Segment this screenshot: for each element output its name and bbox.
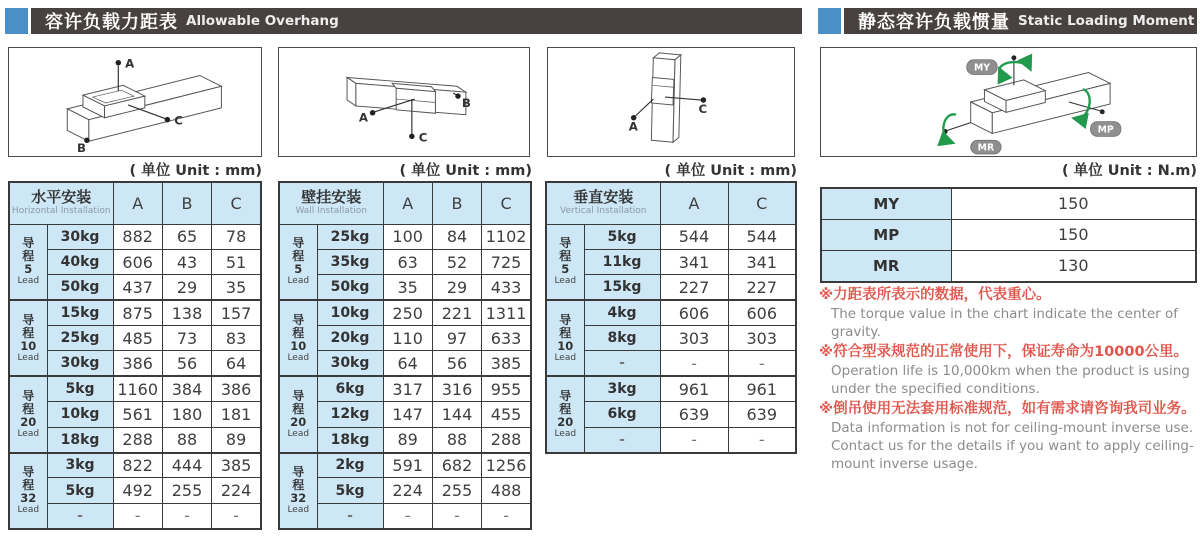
value-cell: 955 xyxy=(482,376,531,401)
lead-number: 20 xyxy=(557,414,574,429)
value-cell: 606 xyxy=(660,300,728,325)
diagram-static-loading-moment xyxy=(820,47,1197,157)
table-title-en: Wall Installation xyxy=(295,206,368,217)
table-row xyxy=(279,249,531,274)
table-title xyxy=(279,182,383,224)
point-c-label: C xyxy=(418,130,428,145)
badge-my: MY xyxy=(973,62,990,74)
lead-number: 10 xyxy=(290,338,307,353)
lead-en: Lead xyxy=(287,276,310,287)
table-row xyxy=(821,251,1196,282)
value-cell: 488 xyxy=(482,478,531,503)
load-cell: 5kg xyxy=(47,478,113,503)
point-b-label: B xyxy=(461,95,471,110)
value-cell: 492 xyxy=(113,478,162,503)
point-c-label: C xyxy=(698,101,708,116)
lead-zh-char: 程 xyxy=(22,249,35,264)
lead-zh-char: 导 xyxy=(22,388,35,403)
value-cell: - xyxy=(728,427,796,452)
horizontal-rail-drawing xyxy=(9,48,261,156)
lead-cell xyxy=(279,453,317,529)
lead-zh-char: 导 xyxy=(559,388,572,403)
lead-zh-char: 导 xyxy=(292,388,305,403)
table-title xyxy=(546,182,660,224)
value-cell: 56 xyxy=(162,351,211,376)
table-row xyxy=(9,351,261,376)
lead-zh-char: 程 xyxy=(22,325,35,340)
value-cell: 84 xyxy=(432,224,481,249)
lead-zh-char: 导 xyxy=(22,236,35,251)
vertical-installation-table xyxy=(545,181,797,454)
value-cell: 147 xyxy=(383,402,432,427)
value-cell: 73 xyxy=(162,326,211,351)
column-header: C xyxy=(482,182,531,224)
unit-label-nm: ( 单位 Unit : N.m) xyxy=(1062,163,1197,179)
lead-zh-char: 程 xyxy=(292,478,305,493)
header-accent-square xyxy=(818,8,841,34)
value-cell: 250 xyxy=(383,300,432,325)
lead-number: 5 xyxy=(294,262,303,277)
note-zh: ※倒吊使用无法套用标准规范，如有需求请咨询我司业务。 xyxy=(819,401,1196,417)
load-cell: 4kg xyxy=(584,300,660,325)
value-cell: 29 xyxy=(162,275,211,300)
table-row xyxy=(821,188,1196,219)
lead-zh-char: 程 xyxy=(292,249,305,264)
note-en: Data information is not for ceiling-mount inverse use. Contact us for the details if you want to apply ceiling-mount inverse usage. xyxy=(831,420,1194,472)
table-row xyxy=(546,249,796,274)
value-cell: 317 xyxy=(383,376,432,401)
point-c-label: C xyxy=(174,113,183,128)
value-cell: 64 xyxy=(383,351,432,376)
table-title-en: Horizontal Installation xyxy=(11,206,111,217)
table-row xyxy=(9,453,261,478)
lead-zh-char: 程 xyxy=(559,325,572,340)
table-row xyxy=(279,478,531,503)
lead-cell xyxy=(9,224,47,300)
header-title-zh: 容许负载力距表 xyxy=(45,12,178,33)
value-cell: 303 xyxy=(728,326,796,351)
value-cell: 88 xyxy=(162,427,211,452)
value-cell: 444 xyxy=(162,453,211,478)
load-cell: 15kg xyxy=(584,275,660,300)
value-cell: 65 xyxy=(162,224,211,249)
value-cell: 35 xyxy=(212,275,261,300)
lead-en: Lead xyxy=(17,352,40,363)
value-cell: 384 xyxy=(162,376,211,401)
load-cell: 6kg xyxy=(317,376,383,401)
value-cell: 255 xyxy=(162,478,211,503)
table-row xyxy=(279,224,531,249)
lead-zh-char: 导 xyxy=(559,236,572,251)
lead-number: 5 xyxy=(561,262,570,277)
lead-zh-char: 导 xyxy=(22,465,35,480)
table-row xyxy=(546,351,796,376)
value-cell: 882 xyxy=(113,224,162,249)
table-row xyxy=(279,453,531,478)
load-cell: 40kg xyxy=(47,249,113,274)
overhang-table xyxy=(8,181,262,530)
header-title-en: Static Loading Moment xyxy=(1018,13,1195,29)
value-cell: 639 xyxy=(660,402,728,427)
load-cell: 12kg xyxy=(317,402,383,427)
value-cell: 437 xyxy=(113,275,162,300)
overhang-table xyxy=(545,181,797,454)
table-row xyxy=(821,219,1196,250)
table-title-zh: 壁挂安装 xyxy=(301,188,362,207)
lead-number: 32 xyxy=(290,491,307,506)
point-b-label: B xyxy=(77,141,87,156)
table-row xyxy=(9,326,261,351)
value-cell: 385 xyxy=(212,453,261,478)
header-bar xyxy=(31,8,802,34)
lead-cell xyxy=(9,300,47,376)
moment-label-mp: MP xyxy=(821,219,951,250)
unit-label-mm: ( 单位 Unit : mm) xyxy=(399,163,532,179)
value-cell: 288 xyxy=(113,427,162,452)
value-cell: 303 xyxy=(660,326,728,351)
value-cell: 29 xyxy=(432,275,481,300)
table-row xyxy=(279,402,531,427)
note-zh: ※符合型录规范的正常使用下，保证寿命为10000公里。 xyxy=(819,344,1189,360)
value-cell: 875 xyxy=(113,300,162,325)
lead-en: Lead xyxy=(17,428,40,439)
lead-en: Lead xyxy=(554,276,577,287)
load-cell: 50kg xyxy=(317,275,383,300)
value-cell: 89 xyxy=(212,427,261,452)
load-cell: 5kg xyxy=(47,376,113,401)
load-cell: - xyxy=(47,503,113,528)
column-header: B xyxy=(432,182,481,224)
static-loading-moment-table xyxy=(820,187,1197,283)
value-cell: 78 xyxy=(212,224,261,249)
lead-zh-char: 程 xyxy=(292,325,305,340)
lead-en: Lead xyxy=(554,352,577,363)
lead-cell xyxy=(279,300,317,376)
column-header: C xyxy=(728,182,796,224)
lead-zh-char: 程 xyxy=(292,401,305,416)
load-cell: 18kg xyxy=(47,427,113,452)
header-title-en: Allowable Overhang xyxy=(186,13,339,29)
value-cell: 433 xyxy=(482,275,531,300)
diagram-wall-installation xyxy=(278,47,530,157)
load-cell: 8kg xyxy=(584,326,660,351)
column-header: A xyxy=(383,182,432,224)
value-cell: 100 xyxy=(383,224,432,249)
table-row xyxy=(279,376,531,401)
value-cell: 63 xyxy=(383,249,432,274)
value-cell: 227 xyxy=(660,275,728,300)
wall-installation-table xyxy=(278,181,532,530)
column-header: A xyxy=(660,182,728,224)
table-row xyxy=(9,275,261,300)
value-cell: 1311 xyxy=(482,300,531,325)
value-cell: - xyxy=(383,503,432,528)
value-cell: - xyxy=(660,427,728,452)
value-cell: 288 xyxy=(482,427,531,452)
value-cell: 961 xyxy=(660,376,728,401)
value-cell: - xyxy=(728,351,796,376)
load-cell: 10kg xyxy=(47,402,113,427)
value-cell: 89 xyxy=(383,427,432,452)
vertical-rail-drawing xyxy=(548,48,794,156)
horizontal-installation-table xyxy=(8,181,262,530)
load-cell: 3kg xyxy=(47,453,113,478)
value-cell: 591 xyxy=(383,453,432,478)
value-cell: - xyxy=(482,503,531,528)
table-header-row xyxy=(546,182,796,224)
load-cell: 35kg xyxy=(317,249,383,274)
load-cell: 18kg xyxy=(317,427,383,452)
lead-en: Lead xyxy=(554,428,577,439)
value-cell: 224 xyxy=(212,478,261,503)
value-cell: 455 xyxy=(482,402,531,427)
value-cell: 1160 xyxy=(113,376,162,401)
table-row xyxy=(9,376,261,401)
diagram-horizontal-installation xyxy=(8,47,262,157)
section-header-allowable-overhang xyxy=(5,8,802,34)
table-row xyxy=(546,402,796,427)
value-cell: 544 xyxy=(728,224,796,249)
load-cell: 30kg xyxy=(47,224,113,249)
moment-value-mr: 130 xyxy=(951,251,1196,282)
value-cell: 633 xyxy=(482,326,531,351)
lead-cell xyxy=(546,300,584,376)
table-row xyxy=(546,427,796,452)
value-cell: 227 xyxy=(728,275,796,300)
table-row xyxy=(9,503,261,528)
value-cell: 64 xyxy=(212,351,261,376)
value-cell: 88 xyxy=(432,427,481,452)
lead-number: 5 xyxy=(24,262,33,277)
lead-en: Lead xyxy=(287,428,310,439)
value-cell: - xyxy=(113,503,162,528)
lead-cell xyxy=(9,376,47,452)
value-cell: 961 xyxy=(728,376,796,401)
load-cell: - xyxy=(584,351,660,376)
value-cell: 385 xyxy=(482,351,531,376)
lead-number: 10 xyxy=(557,338,574,353)
load-cell: 10kg xyxy=(317,300,383,325)
moment-label-my: MY xyxy=(821,188,951,219)
badge-mp: MP xyxy=(1097,124,1114,136)
column-header: C xyxy=(212,182,261,224)
value-cell: 544 xyxy=(660,224,728,249)
load-cell: 5kg xyxy=(317,478,383,503)
table-row xyxy=(279,427,531,452)
lead-en: Lead xyxy=(17,505,40,516)
load-cell: 5kg xyxy=(584,224,660,249)
value-cell: 606 xyxy=(113,249,162,274)
value-cell: 43 xyxy=(162,249,211,274)
load-cell: - xyxy=(584,427,660,452)
column-header: B xyxy=(162,182,211,224)
table-row xyxy=(9,249,261,274)
lead-zh-char: 程 xyxy=(559,249,572,264)
table-row xyxy=(279,351,531,376)
lead-zh-char: 导 xyxy=(292,236,305,251)
point-a-label: A xyxy=(125,56,135,71)
value-cell: - xyxy=(212,503,261,528)
load-cell: - xyxy=(317,503,383,528)
lead-number: 32 xyxy=(20,491,37,506)
value-cell: 606 xyxy=(728,300,796,325)
value-cell: 386 xyxy=(212,376,261,401)
diagram-vertical-installation xyxy=(547,47,795,157)
value-cell: 1256 xyxy=(482,453,531,478)
table-title-zh: 垂直安装 xyxy=(573,188,634,207)
load-cell: 30kg xyxy=(317,351,383,376)
lead-zh-char: 程 xyxy=(559,401,572,416)
value-cell: 138 xyxy=(162,300,211,325)
value-cell: 221 xyxy=(432,300,481,325)
load-cell: 2kg xyxy=(317,453,383,478)
value-cell: 316 xyxy=(432,376,481,401)
lead-zh-char: 导 xyxy=(292,465,305,480)
moment-value-my: 150 xyxy=(951,188,1196,219)
value-cell: 485 xyxy=(113,326,162,351)
table-row xyxy=(546,300,796,325)
point-a-label: A xyxy=(628,119,638,134)
table-row xyxy=(546,224,796,249)
load-cell: 15kg xyxy=(47,300,113,325)
badge-mr: MR xyxy=(977,142,995,154)
load-cell: 25kg xyxy=(47,326,113,351)
table-row xyxy=(546,275,796,300)
unit-label-mm: ( 单位 Unit : mm) xyxy=(664,163,797,179)
load-cell: 25kg xyxy=(317,224,383,249)
point-a-label: A xyxy=(358,110,368,125)
moment-value-mp: 150 xyxy=(951,219,1196,250)
table-row xyxy=(279,300,531,325)
lead-en: Lead xyxy=(17,276,40,287)
section-header-static-loading-moment xyxy=(818,8,1197,34)
value-cell: 725 xyxy=(482,249,531,274)
note-zh: ※力距表所表示的数据，代表重心。 xyxy=(819,287,1051,303)
value-cell: 224 xyxy=(383,478,432,503)
table-title xyxy=(9,182,113,224)
lead-cell xyxy=(279,224,317,300)
value-cell: 52 xyxy=(432,249,481,274)
load-cell: 11kg xyxy=(584,249,660,274)
value-cell: 97 xyxy=(432,326,481,351)
notes-section xyxy=(819,286,1200,475)
load-cell: 20kg xyxy=(317,326,383,351)
lead-zh-char: 程 xyxy=(22,478,35,493)
note-en: The torque value in the chart indicate the center of gravity. xyxy=(831,306,1178,340)
lead-number: 20 xyxy=(20,414,37,429)
value-cell: 56 xyxy=(432,351,481,376)
value-cell: 83 xyxy=(212,326,261,351)
table-row xyxy=(546,326,796,351)
value-cell: 386 xyxy=(113,351,162,376)
table-row xyxy=(9,224,261,249)
header-bar xyxy=(844,8,1197,34)
value-cell: - xyxy=(432,503,481,528)
value-cell: 822 xyxy=(113,453,162,478)
note-en: Operation life is 10,000km when the product is using under the specified conditions. xyxy=(831,363,1190,397)
value-cell: - xyxy=(660,351,728,376)
moment-label-mr: MR xyxy=(821,251,951,282)
table-row xyxy=(9,427,261,452)
lead-cell xyxy=(9,453,47,529)
lead-number: 10 xyxy=(20,338,37,353)
lead-number: 20 xyxy=(290,414,307,429)
header-title-zh: 静态容许负载惯量 xyxy=(858,12,1010,33)
lead-zh-char: 导 xyxy=(292,312,305,327)
value-cell: 639 xyxy=(728,402,796,427)
lead-zh-char: 导 xyxy=(559,312,572,327)
value-cell: 180 xyxy=(162,402,211,427)
value-cell: 561 xyxy=(113,402,162,427)
load-cell: 3kg xyxy=(584,376,660,401)
table-row xyxy=(279,503,531,528)
lead-zh-char: 导 xyxy=(22,312,35,327)
value-cell: 144 xyxy=(432,402,481,427)
table-row xyxy=(279,326,531,351)
value-cell: - xyxy=(162,503,211,528)
lead-en: Lead xyxy=(287,352,310,363)
table-title-zh: 水平安装 xyxy=(31,188,92,207)
table-row xyxy=(9,478,261,503)
table-row xyxy=(9,300,261,325)
unit-label-mm: ( 单位 Unit : mm) xyxy=(129,163,262,179)
value-cell: 341 xyxy=(728,249,796,274)
table-row xyxy=(546,376,796,401)
load-cell: 50kg xyxy=(47,275,113,300)
table-header-row xyxy=(9,182,261,224)
value-cell: 1102 xyxy=(482,224,531,249)
value-cell: 255 xyxy=(432,478,481,503)
overhang-table xyxy=(278,181,532,530)
lead-en: Lead xyxy=(287,505,310,516)
lead-cell xyxy=(546,376,584,452)
value-cell: 682 xyxy=(432,453,481,478)
wall-rail-drawing xyxy=(279,48,529,156)
table-header-row xyxy=(279,182,531,224)
table-row xyxy=(279,275,531,300)
table-row xyxy=(9,402,261,427)
column-header: A xyxy=(113,182,162,224)
value-cell: 341 xyxy=(660,249,728,274)
load-cell: 6kg xyxy=(584,402,660,427)
value-cell: 110 xyxy=(383,326,432,351)
value-cell: 35 xyxy=(383,275,432,300)
table-title-en: Vertical Installation xyxy=(560,206,647,217)
lead-cell xyxy=(279,376,317,452)
value-cell: 157 xyxy=(212,300,261,325)
load-cell: 30kg xyxy=(47,351,113,376)
header-accent-square xyxy=(5,8,28,34)
value-cell: 181 xyxy=(212,402,261,427)
lead-cell xyxy=(546,224,584,300)
value-cell: 51 xyxy=(212,249,261,274)
moment-rail-drawing xyxy=(821,48,1196,156)
lead-zh-char: 程 xyxy=(22,401,35,416)
